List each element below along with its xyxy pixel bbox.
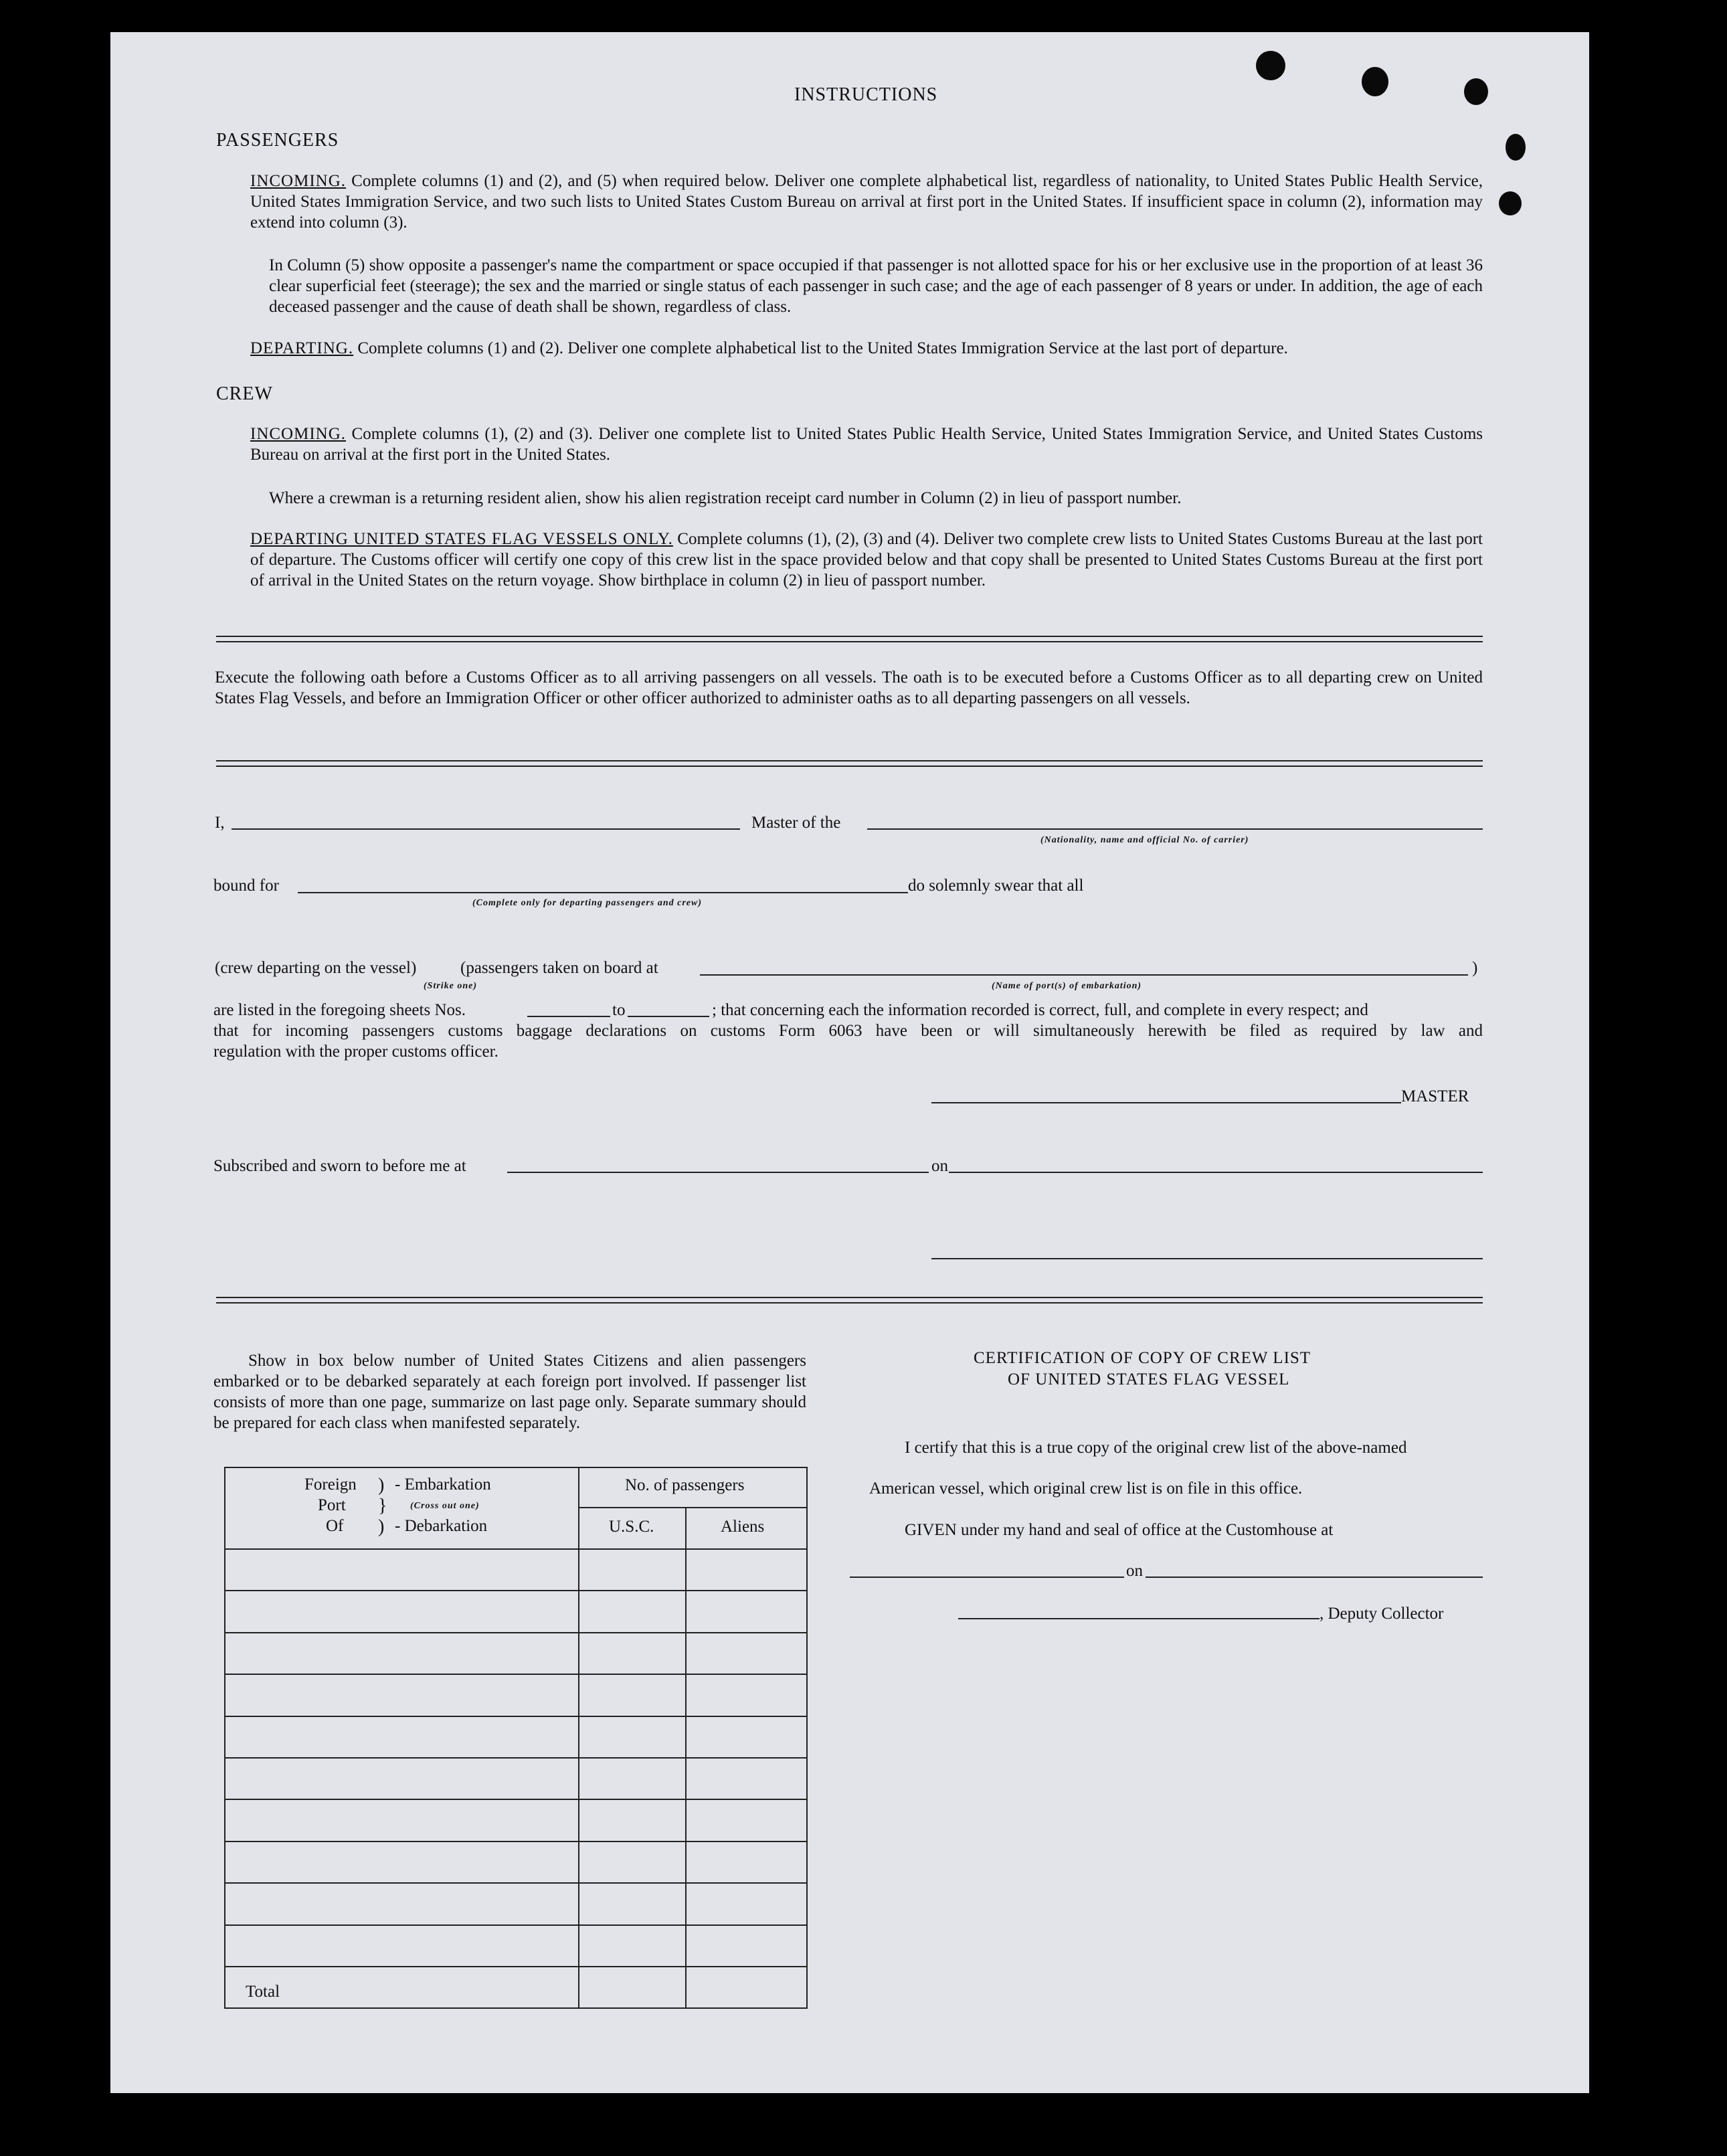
crew-departing [250,529,1483,591]
table-header-divider [578,1507,808,1508]
table-usc: U.S.C. [609,1518,654,1536]
master-name-field[interactable] [232,828,740,830]
table-row-line [224,1882,808,1884]
passengers-incoming-label: INCOMING. [250,172,347,190]
passengers-incoming [250,171,1483,233]
oath-master-of-the: Master of the [751,814,841,832]
table-row-line [224,1590,808,1591]
crew-incoming-text: Complete columns (1), (2) and (3). Deliver one complete list to United States Public Health Service, United States Immigration Service, and United States Customs Bureau on arrival at the first port in the United States. [250,425,1483,464]
table-no-of-passengers: No. of passengers [625,1476,745,1494]
deputy-signature-field[interactable] [958,1618,1320,1619]
crew-resident: Where a crewman is a returning resident alien, show his alien registration receipt card number in Column (2) in lieu of passport number. [269,489,1182,507]
sheet-from-field[interactable] [527,1016,610,1017]
table-cross-out: (Cross out one) [410,1501,480,1511]
punch-hole [1499,191,1522,215]
oath-listed-1: are listed in the foregoing sheets Nos. [213,1001,466,1019]
oath-close-paren: ) [1472,959,1478,977]
officer-signature-field[interactable] [931,1258,1483,1259]
section-divider [216,1297,1483,1304]
ports-hint: (Name of port(s) of embarkation) [992,981,1142,991]
crew-incoming [250,424,1483,465]
punch-hole [1362,67,1388,96]
passengers-departing [250,338,1483,359]
oath-i: I, [215,814,225,832]
table-row-line [224,1799,808,1800]
oath-swear: do solemnly swear that all [908,877,1084,895]
table-row-line [224,1966,808,1967]
carrier-field[interactable] [867,828,1483,830]
oath-listed-3: that for incoming passengers customs baggage declarations on customs Form 6063 have been or will simultaneously herewith be filed as required by law and [213,1022,1483,1040]
bound-for-field[interactable] [298,892,908,893]
passengers-column5: In Column (5) show opposite a passenger's name the compartment or space occupied if that passenger is not allotted space for his or her exclusive use in the proportion of at least 36 clear superficial feet (steerage); the sex and the married or single status of each passenger in such case; and the age of each passenger of 8 years or under. In addition, the age of each deceased passenger and the cause of death shall be shown, regardless of class. [269,256,1483,316]
sworn-place-field[interactable] [507,1172,929,1173]
crew-heading: CREW [216,383,273,404]
cert-line-2: American vessel, which original crew list is on file in this office. [869,1479,1303,1498]
oath-passengers-taken: (passengers taken on board at [460,959,658,977]
oath-listed-2: ; that concerning each the information recorded is correct, full, and complete in every respect; and [712,1001,1368,1019]
table-of: Of [326,1517,344,1535]
cert-heading-2: OF UNITED STATES FLAG VESSEL [1008,1370,1290,1388]
strike-hint: (Strike one) [424,981,478,991]
oath-to: to [612,1001,626,1019]
oath-on: on [931,1157,948,1175]
oath-subscribed: Subscribed and sworn to before me at [213,1157,466,1175]
cert-heading-1: CERTIFICATION OF COPY OF CREW LIST [974,1349,1311,1367]
section-divider [216,760,1483,767]
section-divider [216,636,1483,642]
oath-bound-for: bound for [213,877,279,895]
table-debarkation: - Debarkation [395,1517,488,1535]
oath-crew-departing: (crew departing on the vessel) [215,959,417,977]
bound-hint: (Complete only for departing passengers and crew) [472,898,702,908]
table-port: Port [318,1496,346,1514]
table-embarkation: - Embarkation [395,1475,491,1494]
crew-incoming-label: INCOMING. [250,425,347,443]
table-row-line [224,1924,808,1926]
table-row-line [224,1674,808,1675]
carrier-hint: (Nationality, name and official No. of carrier) [1040,835,1249,845]
embarkation-ports-field[interactable] [700,974,1468,976]
cert-on: on [1126,1562,1143,1580]
passengers-departing-text: Complete columns (1) and (2). Deliver one complete alphabetical list to the United States Immigration Service at the last port of departure. [357,339,1288,357]
master-signature-field[interactable] [931,1102,1401,1103]
customhouse-field[interactable] [850,1577,1124,1578]
crew-departing-text: Complete columns (1), (2), (3) and (4). Deliver two complete crew lists to United States Customs Bureau at the last port of departure. The Customs officer will certify one copy of this crew list in the space provided below and that copy shall be presented to United States Customs Bureau at the first port of arrival in the United States on the return voyage. Show birthplace in column (2) in lieu of passport number. [250,530,1483,590]
summary-instructions: Show in box below number of United States Citizens and alien passengers embarked or to be debarked separately at each foreign port involved. If passenger list consists of more than one page, summarize on last page only. Separate summary should be prepared for each class when manifested separately. [213,1352,806,1432]
passengers-heading: PASSENGERS [216,130,339,151]
oath-instructions: Execute the following oath before a Customs Officer as to all arriving passengers on all vessels. The oath is to be executed before a Customs Officer as to all departing crew on United States Flag Vessels, and before an Immigration Officer or other officer authorized to administer oaths as to all departing passengers on all vessels. [215,668,1483,707]
table-row-line [224,1716,808,1717]
oath-listed-4: regulation with the proper customs officer. [213,1043,498,1061]
cert-line-3: GIVEN under my hand and seal of office at the Customhouse at [905,1521,1334,1539]
punch-hole [1506,134,1526,161]
table-row-line [224,1632,808,1633]
punch-hole [1256,51,1285,80]
table-foreign: Foreign [304,1475,357,1494]
page-title: INSTRUCTIONS [794,84,938,105]
table-row-line [224,1757,808,1759]
crew-departing-label: DEPARTING UNITED STATES FLAG VESSELS ONLY. [250,530,673,548]
cert-deputy: , Deputy Collector [1320,1605,1444,1623]
cert-date-field[interactable] [1146,1577,1483,1578]
table-aliens: Aliens [721,1518,765,1536]
punch-hole [1464,78,1488,105]
cert-line-1: I certify that this is a true copy of the original crew list of the above-named [905,1439,1407,1457]
passengers-incoming-text: Complete columns (1) and (2), and (5) when required below. Deliver one complete alphabetical list, regardless of nationality, to United States Public Health Service, United States Immigration Service, and two such lists to United States Custom Bureau on arrival at first port in the United States. If insufficient space in column (2), information may extend into column (3). [250,172,1483,232]
bracket-icon: ) } ) [378,1475,387,1537]
passengers-departing-label: DEPARTING. [250,339,354,357]
table-row-line [224,1841,808,1842]
table-total: Total [246,1983,280,2001]
oath-master: MASTER [1401,1087,1469,1105]
sheet-to-field[interactable] [628,1016,709,1017]
sworn-date-field[interactable] [949,1172,1483,1173]
table-header-bottom [224,1548,808,1550]
